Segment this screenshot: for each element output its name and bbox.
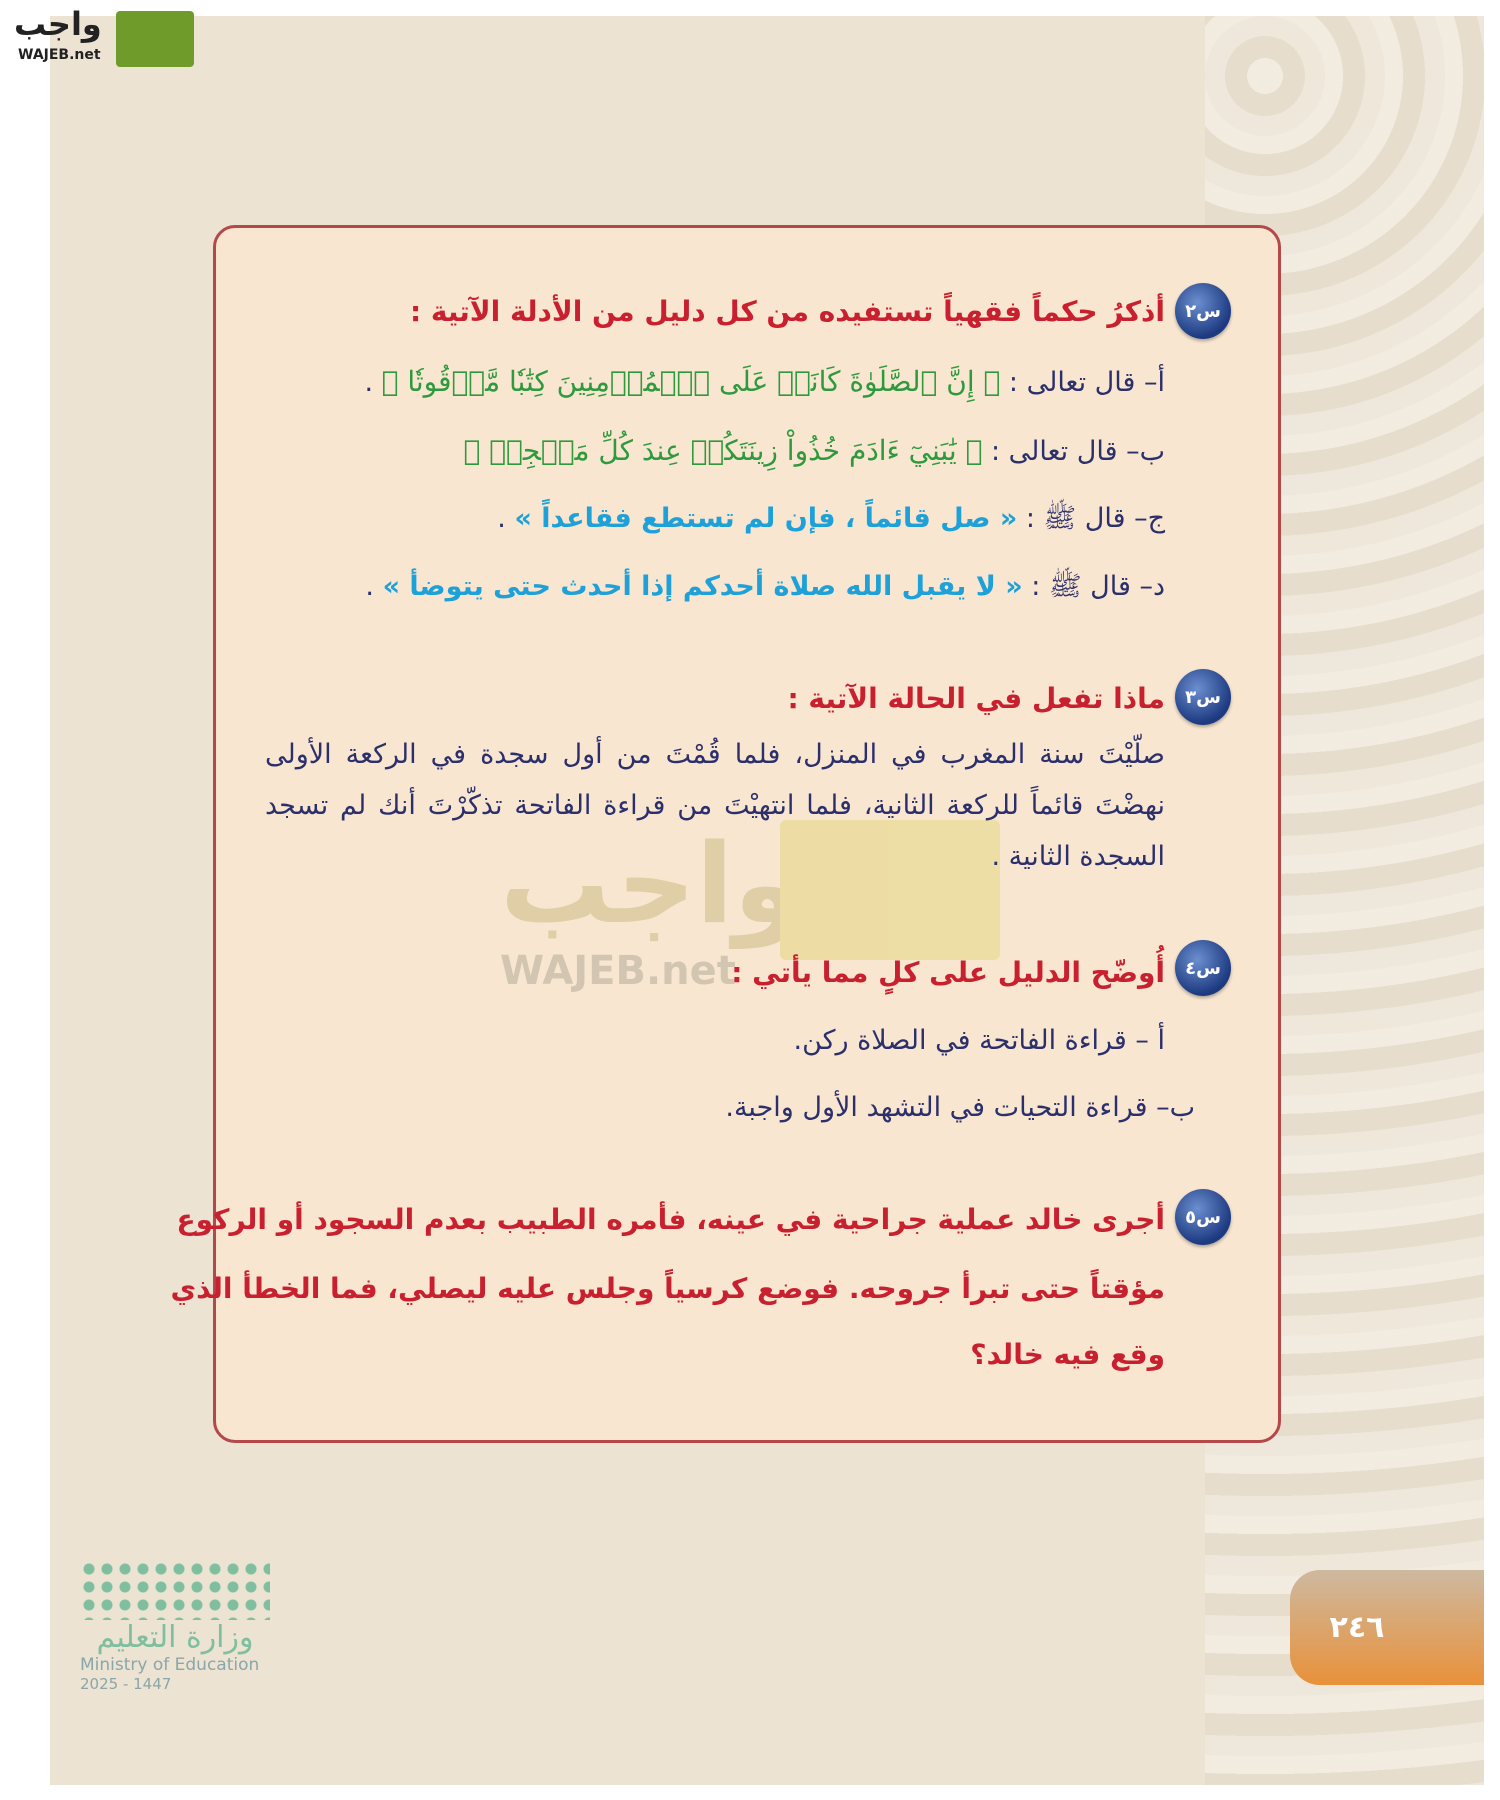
question-title: أذكرُ حكماً فقهياً تستفيده من كل دليل من الأدلة الآتية : — [409, 295, 1165, 328]
question-badge: س٣ — [1175, 669, 1231, 725]
item-suffix: . — [364, 367, 382, 398]
hadith-text: « صل قائماً ، فإن لم تستطع فقاعداً » — [514, 503, 1018, 534]
year: 2025 - 1447 — [80, 1675, 172, 1693]
list-item: ب– قراءة التحيات في التشهد الأول واجبة. — [725, 1092, 1195, 1123]
question-badge: س٢ — [1175, 283, 1231, 339]
item-prefix: ج– قال ﷺ : — [1025, 503, 1165, 534]
list-item — [364, 362, 1165, 403]
ministry-logo — [80, 1560, 270, 1693]
book-icon — [116, 11, 194, 67]
wajeb-logo[interactable] — [8, 5, 193, 67]
quran-verse: ﴿ يَٰبَنِيٓ ءَادَمَ خُذُواْ زِينَتَكُمۡ عِندَ كُلِّ مَسۡجِدٖ ﴾ — [463, 434, 983, 467]
question-title: أُوضّح الدليل على كلٍ مما يأتي : — [731, 956, 1165, 989]
item-prefix: ب– قال تعالى : — [990, 436, 1165, 467]
list-item: أ – قراءة الفاتحة في الصلاة ركن. — [793, 1025, 1165, 1056]
page-number-tab — [1290, 1570, 1484, 1685]
logo-latin: WAJEB.net — [18, 47, 101, 63]
list-item — [464, 431, 1165, 472]
watermark-arabic: واجب — [500, 820, 802, 948]
question-line: وقع فيه خالد؟ — [970, 1338, 1165, 1371]
ministry-arabic: وزارة التعليم — [96, 1620, 254, 1655]
ministry-english: Ministry of Education — [80, 1655, 260, 1675]
list-item — [365, 567, 1165, 607]
logo-arabic: واجب — [14, 5, 102, 43]
question-line: أجرى خالد عملية جراحية في عينه، فأمره الطبيب بعدم السجود أو الركوع — [176, 1203, 1165, 1236]
item-prefix: أ– قال تعالى : — [1008, 367, 1165, 398]
page-number: ٢٤٦ — [1329, 1610, 1385, 1645]
question-line: مؤقتاً حتى تبرأ جروحه. فوضع كرسياً وجلس عليه ليصلي، فما الخطأ الذي — [170, 1272, 1165, 1305]
question-title: ماذا تفعل في الحالة الآتية : — [787, 682, 1165, 715]
watermark-latin: WAJEB.net — [500, 948, 736, 994]
ministry-dots-icon — [80, 1560, 270, 1620]
hadith-text: « لا يقبل الله صلاة أحدكم إذا أحدث حتى يتوضأ » — [382, 571, 1023, 602]
quran-verse: ﴿ إِنَّ ٱلصَّلَوٰةَ كَانَتۡ عَلَى ٱلۡمُؤۡمِنِينَ كِتَٰبٗا مَّوۡقُوتٗا ﴾ — [381, 365, 1001, 398]
question-badge: س٤ — [1175, 940, 1231, 996]
item-suffix: . — [365, 571, 383, 602]
question-badge: س٥ — [1175, 1189, 1231, 1245]
item-suffix: . — [497, 503, 515, 534]
item-prefix: د– قال ﷺ : — [1031, 571, 1165, 602]
question-paragraph: صلّيْتَ سنة المغرب في المنزل، فلما قُمْتَ من أول سجدة في الركعة الأولى نهضْتَ قائماً للركعة الثانية، فلما انتهيْتَ من قراءة الفاتحة تذكّرْتَ أنك لم تسجد السجدة الثانية . — [265, 739, 1165, 872]
list-item — [497, 499, 1165, 539]
